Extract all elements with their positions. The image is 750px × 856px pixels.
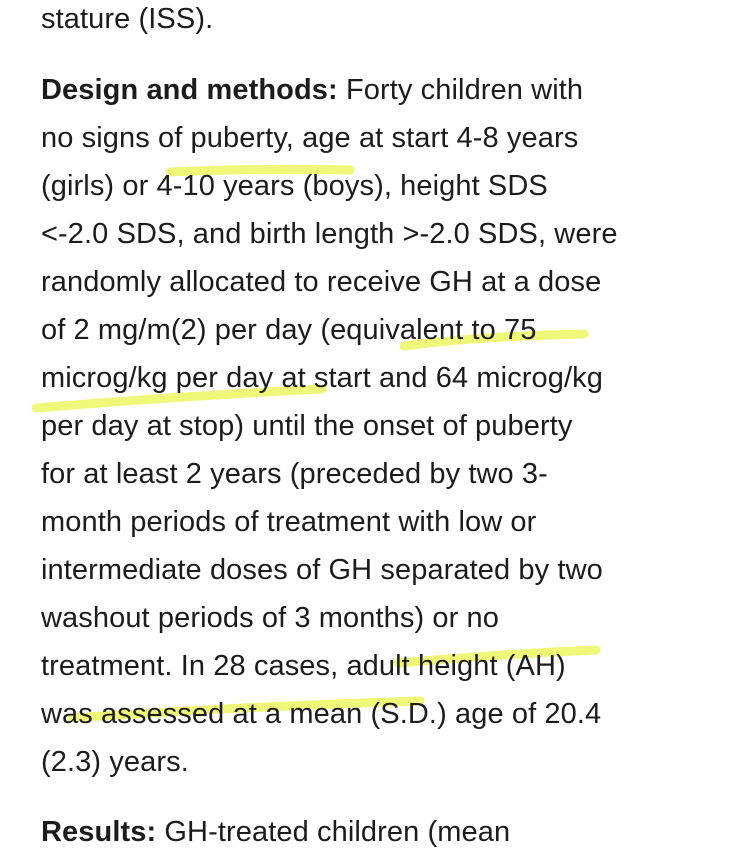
text-line bbox=[41, 402, 572, 450]
text-line-content: no signs of puberty, age at start 4-8 years bbox=[41, 122, 579, 154]
text-line bbox=[41, 162, 548, 210]
text-line-content: stature (ISS). bbox=[41, 3, 214, 35]
text-line-content: treatment. In 28 cases, adult height (AH) bbox=[41, 650, 566, 682]
text-line-content: <-2.0 SDS, and birth length >-2.0 SDS, were bbox=[41, 218, 618, 250]
results-heading: Results: bbox=[41, 816, 157, 848]
results-line bbox=[41, 808, 510, 856]
text-line bbox=[41, 450, 548, 498]
text-line-content: per day at stop) until the onset of puberty bbox=[41, 410, 573, 442]
text-line bbox=[41, 114, 578, 162]
text-line-content: Forty children with bbox=[345, 74, 584, 106]
text-line bbox=[41, 498, 536, 546]
design-methods-heading: Design and methods: bbox=[41, 74, 338, 106]
text-line bbox=[41, 306, 536, 354]
text-line-content: was assessed at a mean (S.D.) age of 20.4 bbox=[41, 698, 602, 730]
text-line bbox=[41, 258, 601, 306]
text-line bbox=[41, 354, 603, 402]
text-line bbox=[41, 642, 566, 690]
text-line bbox=[41, 738, 189, 786]
text-line bbox=[41, 690, 601, 738]
text-line-content: intermediate doses of GH separated by two bbox=[41, 554, 603, 586]
text-line bbox=[41, 594, 499, 642]
text-line bbox=[41, 546, 603, 594]
text-line-content: month periods of treatment with low or bbox=[41, 506, 537, 538]
text-line-content: of 2 mg/m(2) per day (equivalent to 75 bbox=[41, 314, 537, 346]
text-line-content: microg/kg per day at start and 64 microg/kg bbox=[41, 362, 603, 394]
text-line-content: washout periods of 3 months) or no bbox=[41, 602, 499, 634]
text-line-content: randomly allocated to receive GH at a dose bbox=[41, 266, 602, 298]
text-line bbox=[41, 0, 213, 43]
text-line-content: for at least 2 years (preceded by two 3- bbox=[41, 458, 548, 490]
text-line-content: (2.3) years. bbox=[41, 746, 189, 778]
results-text: GH-treated children (mean bbox=[164, 816, 511, 848]
design-methods-line bbox=[41, 66, 583, 114]
text-line bbox=[41, 210, 618, 258]
text-line-content: (girls) or 4-10 years (boys), height SDS bbox=[41, 170, 548, 202]
